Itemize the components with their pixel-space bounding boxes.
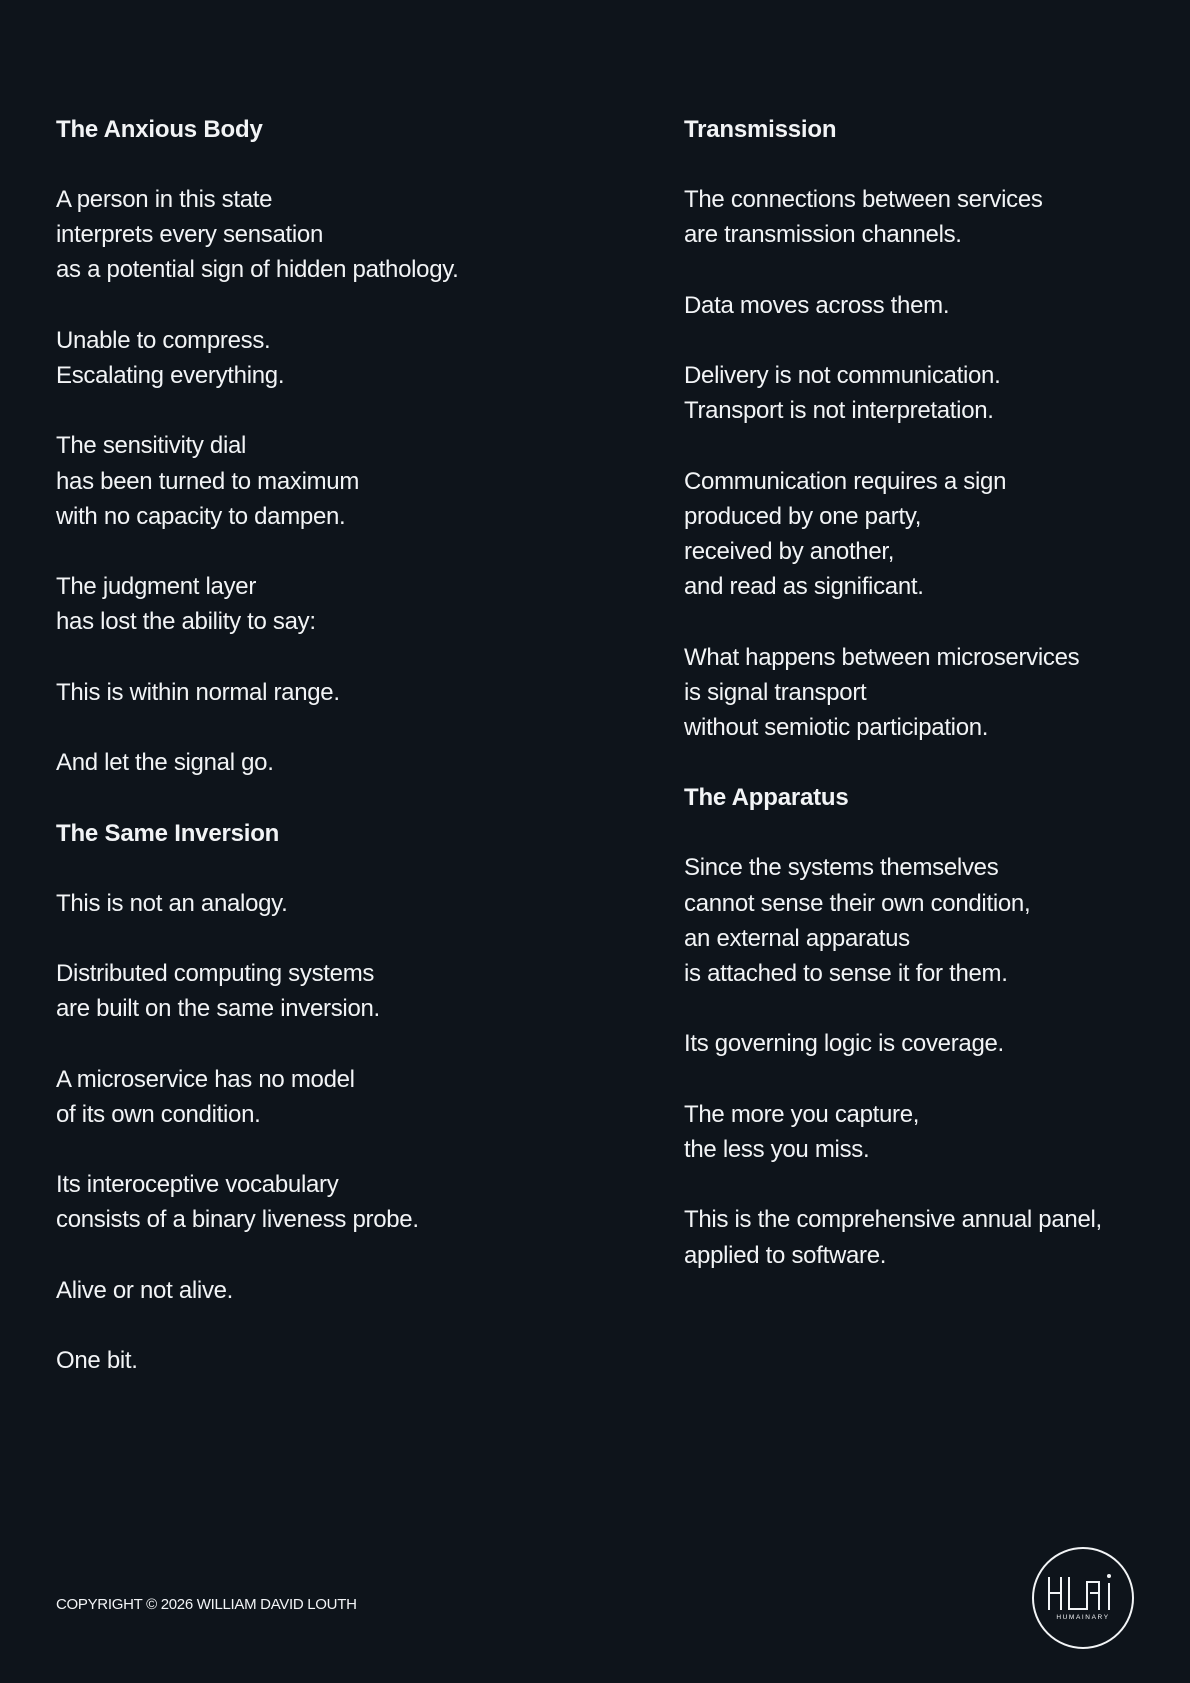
stanza-line: is signal transport xyxy=(684,678,867,706)
stanza xyxy=(56,182,556,288)
stanza xyxy=(684,464,1154,605)
stanza-line: Data moves across them. xyxy=(684,291,950,319)
stanza xyxy=(56,1062,556,1132)
humainary-logo-icon xyxy=(1031,1546,1135,1650)
stanza-line: Escalating everything. xyxy=(56,362,285,389)
stanza-line: This is the comprehensive annual panel, xyxy=(684,1206,1102,1234)
section-heading: The Same Inversion xyxy=(56,819,280,847)
stanza xyxy=(56,1343,556,1378)
section-heading: The Apparatus xyxy=(684,784,849,812)
stanza-line: applied to software. xyxy=(684,1241,887,1269)
stanza-line: A microservice has no model xyxy=(56,1065,355,1093)
stanza-line: The sensitivity dial xyxy=(56,432,247,460)
stanza-line: A person in this state xyxy=(56,186,273,213)
stanza-line: consists of a binary liveness probe. xyxy=(56,1206,419,1234)
section-heading: Transmission xyxy=(684,116,837,143)
right-column xyxy=(684,112,1154,1308)
stanza-line: with no capacity to dampen. xyxy=(56,502,346,530)
stanza xyxy=(56,428,556,534)
stanza xyxy=(56,323,556,393)
stanza-line: And let the signal go. xyxy=(56,749,274,777)
stanza-line: of its own condition. xyxy=(56,1100,261,1128)
stanza-line: Alive or not alive. xyxy=(56,1276,234,1304)
stanza xyxy=(56,956,556,1026)
stanza-line: as a potential sign of hidden pathology. xyxy=(56,256,459,284)
stanza-line: produced by one party, xyxy=(684,502,922,530)
stanza-line: an external apparatus xyxy=(684,924,910,952)
stanza-line: Transport is not interpretation. xyxy=(684,397,994,425)
stanza xyxy=(684,288,1154,323)
stanza xyxy=(684,182,1154,252)
copyright-notice: COPYRIGHT © 2026 WILLIAM DAVID LOUTH xyxy=(56,1596,357,1613)
stanza xyxy=(684,358,1154,428)
stanza xyxy=(684,640,1154,746)
stanza-line: has been turned to maximum xyxy=(56,467,360,495)
stanza-line: are built on the same inversion. xyxy=(56,995,380,1023)
stanza-line: What happens between microservices xyxy=(684,643,1080,671)
stanza xyxy=(56,886,556,921)
stanza-line: is attached to sense it for them. xyxy=(684,959,1008,987)
stanza xyxy=(56,1167,556,1237)
stanza xyxy=(56,1273,556,1308)
section-heading: The Anxious Body xyxy=(56,116,263,143)
stanza-line: The connections between services xyxy=(684,186,1043,213)
stanza xyxy=(684,1026,1154,1061)
stanza-line: Distributed computing systems xyxy=(56,959,375,987)
logo-wordmark: HUMAINARY xyxy=(1056,1614,1110,1621)
stanza-line: are transmission channels. xyxy=(684,221,962,249)
stanza-line: Its governing logic is coverage. xyxy=(684,1030,1004,1058)
stanza-line: Communication requires a sign xyxy=(684,467,1007,495)
stanza-line: cannot sense their own condition, xyxy=(684,889,1031,917)
left-column xyxy=(56,112,556,1414)
stanza-line: This is within normal range. xyxy=(56,678,340,706)
stanza-line: Unable to compress. xyxy=(56,326,271,354)
stanza xyxy=(56,745,556,780)
stanza xyxy=(684,850,1154,991)
stanza-line: The more you capture, xyxy=(684,1100,920,1128)
stanza-line: and read as significant. xyxy=(684,573,924,601)
stanza-line: received by another, xyxy=(684,537,895,565)
stanza xyxy=(684,1097,1154,1167)
stanza xyxy=(684,1202,1154,1272)
stanza-line: Delivery is not communication. xyxy=(684,361,1001,389)
stanza-line: Its interoceptive vocabulary xyxy=(56,1171,339,1199)
stanza xyxy=(56,569,556,639)
stanza-line: without semiotic participation. xyxy=(684,713,989,741)
stanza-line: Since the systems themselves xyxy=(684,854,999,882)
stanza-line: This is not an analogy. xyxy=(56,889,288,917)
stanza-line: the less you miss. xyxy=(684,1135,870,1163)
stanza-line: has lost the ability to say: xyxy=(56,608,316,636)
stanza-line: The judgment layer xyxy=(56,573,257,601)
stanza-line: interprets every sensation xyxy=(56,221,324,249)
stanza-line: One bit. xyxy=(56,1347,138,1375)
stanza xyxy=(56,675,556,710)
